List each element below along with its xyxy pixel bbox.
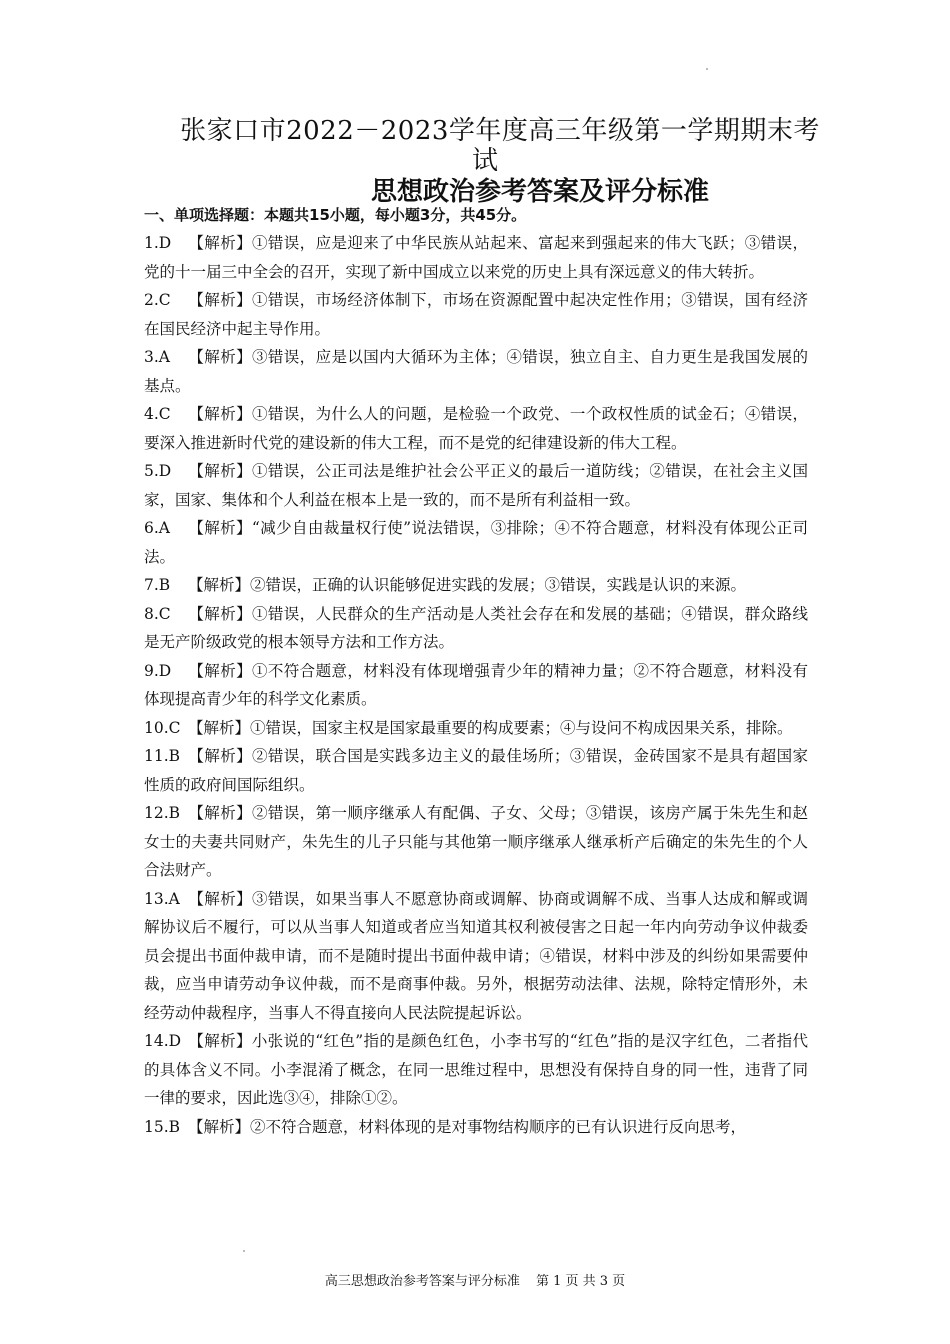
answer-item (144, 343, 808, 400)
section-heading: 一、单项选择题：本题共15小题，每小题3分，共45分。 (144, 206, 527, 224)
answer-analysis-tag: 【解析】 (188, 462, 252, 480)
answer-item (144, 799, 808, 885)
scan-dot (706, 68, 708, 70)
footer-title: 高三思想政治参考答案与评分标准 (324, 1274, 520, 1289)
answer-number: 2.C (144, 291, 171, 309)
answer-explanation: ①错误，公正司法是维护社会公平正义的最后一道防线；②错误，在社会主义国家，国家、集体和个人利益在根本上是一致的，而不是所有利益相一致。 (144, 462, 808, 509)
answer-number: 14.D (144, 1032, 182, 1050)
answer-analysis-tag: 【解析】 (188, 348, 252, 366)
answer-item (144, 1027, 808, 1113)
answer-explanation: ②不符合题意，材料体现的是对事物结构顺序的已有认识进行反向思考， (250, 1117, 747, 1136)
answer-item (144, 229, 808, 286)
answer-explanation: ②错误，正确的认识能够促进实践的发展；③错误，实践是认识的来源。 (250, 576, 747, 594)
answer-analysis-tag: 【解析】 (188, 747, 252, 765)
answer-analysis-tag: 【解析】 (188, 405, 252, 423)
page-subtitle: 思想政治参考答案及评分标准 (370, 177, 709, 207)
answer-item (144, 657, 808, 714)
answer-item (144, 600, 808, 657)
answer-explanation: ①错误，国家主权是国家最重要的构成要素；④与设问不构成因果关系，排除。 (250, 718, 793, 737)
answer-number: 6.A (144, 519, 170, 537)
answer-number: 3.A (144, 348, 170, 366)
answer-explanation: “减少自由裁量权行使”说法错误，③排除；④不符合题意，材料没有体现公正司法。 (144, 519, 808, 566)
answer-number: 15.B (144, 1117, 181, 1136)
answer-number: 7.B (144, 576, 171, 594)
answer-analysis-tag: 【解析】 (188, 661, 252, 680)
answer-item (144, 714, 808, 743)
answer-item (144, 400, 808, 457)
answer-analysis-tag: 【解析】 (188, 1032, 252, 1050)
answer-number: 9.D (144, 661, 172, 680)
answer-item (144, 286, 808, 343)
answer-item (144, 457, 808, 514)
answer-list (144, 229, 808, 1141)
scan-dot (243, 1250, 245, 1252)
answer-number: 8.C (144, 604, 171, 623)
answer-item (144, 885, 808, 1028)
answer-explanation: ②错误，联合国是实践多边主义的最佳场所；③错误，金砖国家不是具有超国家性质的政府间国际组织。 (144, 747, 808, 794)
answer-explanation: ①错误，应是迎来了中华民族从站起来、富起来到强起来的伟大飞跃；③错误，党的十一届三中全会的召开，实现了新中国成立以来党的历史上具有深远意义的伟大转折。 (144, 234, 808, 281)
answer-number: 13.A (144, 889, 180, 908)
answer-number: 5.D (144, 462, 172, 480)
answer-explanation: ③错误，如果当事人不愿意协商或调解、协商或调解不成、当事人达成和解或调解协议后不履行，可以从当事人知道或者应当知道其权利被侵害之日起一年内向劳动争议仲裁委员会提出书面仲裁申请，而不是随时提出书面仲裁申请；④错误，材料中涉及的纠纷如果需要仲裁，应当申请劳动争议仲裁，而不是商事仲裁。另外，根据劳动法律、法规，除特定情形外，未经劳动仲裁程序，当事人不得直接向人民法院提起诉讼。 (144, 889, 808, 1022)
page-title: 张家口市2022－2023学年度高三年级第一学期期末考 (180, 116, 820, 146)
answer-analysis-tag: 【解析】 (188, 519, 252, 537)
answer-explanation: ①错误，市场经济体制下，市场在资源配置中起决定性作用；③错误，国有经济在国民经济中起主导作用。 (144, 291, 808, 338)
page-title-continuation: 试 (471, 146, 498, 176)
answer-item (144, 742, 808, 799)
answer-explanation: ①错误，为什么人的问题，是检验一个政党、一个政权性质的试金石；④错误，要深入推进新时代党的建设新的伟大工程，而不是党的纪律建设新的伟大工程。 (144, 405, 808, 452)
answer-item (144, 514, 808, 571)
answer-analysis-tag: 【解析】 (188, 576, 251, 594)
footer-page-number: 第 1 页 共 3 页 (535, 1274, 626, 1289)
answer-number: 4.C (144, 405, 171, 423)
answer-analysis-tag: 【解析】 (188, 234, 252, 252)
answer-item (144, 1113, 808, 1142)
page-footer (0, 1272, 950, 1292)
answer-analysis-tag: 【解析】 (188, 718, 251, 737)
answer-number: 12.B (144, 804, 181, 822)
answer-explanation: ①不符合题意，材料没有体现增强青少年的精神力量；②不符合题意，材料没有体现提高青少年的科学文化素质。 (144, 661, 808, 708)
answer-number: 11.B (144, 747, 181, 765)
answer-analysis-tag: 【解析】 (188, 889, 252, 908)
answer-item (144, 571, 808, 600)
answer-number: 10.C (144, 718, 181, 737)
answer-analysis-tag: 【解析】 (188, 291, 252, 309)
answer-explanation: ③错误，应是以国内大循环为主体；④错误，独立自主、自力更生是我国发展的基点。 (144, 348, 808, 395)
answer-explanation: 小张说的“红色”指的是颜色红色，小李书写的“红色”指的是汉字红色，二者指代的具体含义不同。小李混淆了概念，在同一思维过程中，思想没有保持自身的同一性，违背了同一律的要求，因此选③④，排除①②。 (144, 1032, 808, 1107)
answer-explanation: ②错误，第一顺序继承人有配偶、子女、父母；③错误，该房产属于朱先生和赵女士的夫妻共同财产，朱先生的儿子只能与其他第一顺序继承人继承析产后确定的朱先生的个人合法财产。 (144, 804, 808, 879)
answer-analysis-tag: 【解析】 (188, 604, 252, 623)
answer-analysis-tag: 【解析】 (188, 804, 252, 822)
answer-explanation: ①错误，人民群众的生产活动是人类社会存在和发展的基础；④错误，群众路线是无产阶级政党的根本领导方法和工作方法。 (144, 604, 808, 651)
answer-analysis-tag: 【解析】 (188, 1117, 251, 1136)
answer-number: 1.D (144, 234, 172, 252)
